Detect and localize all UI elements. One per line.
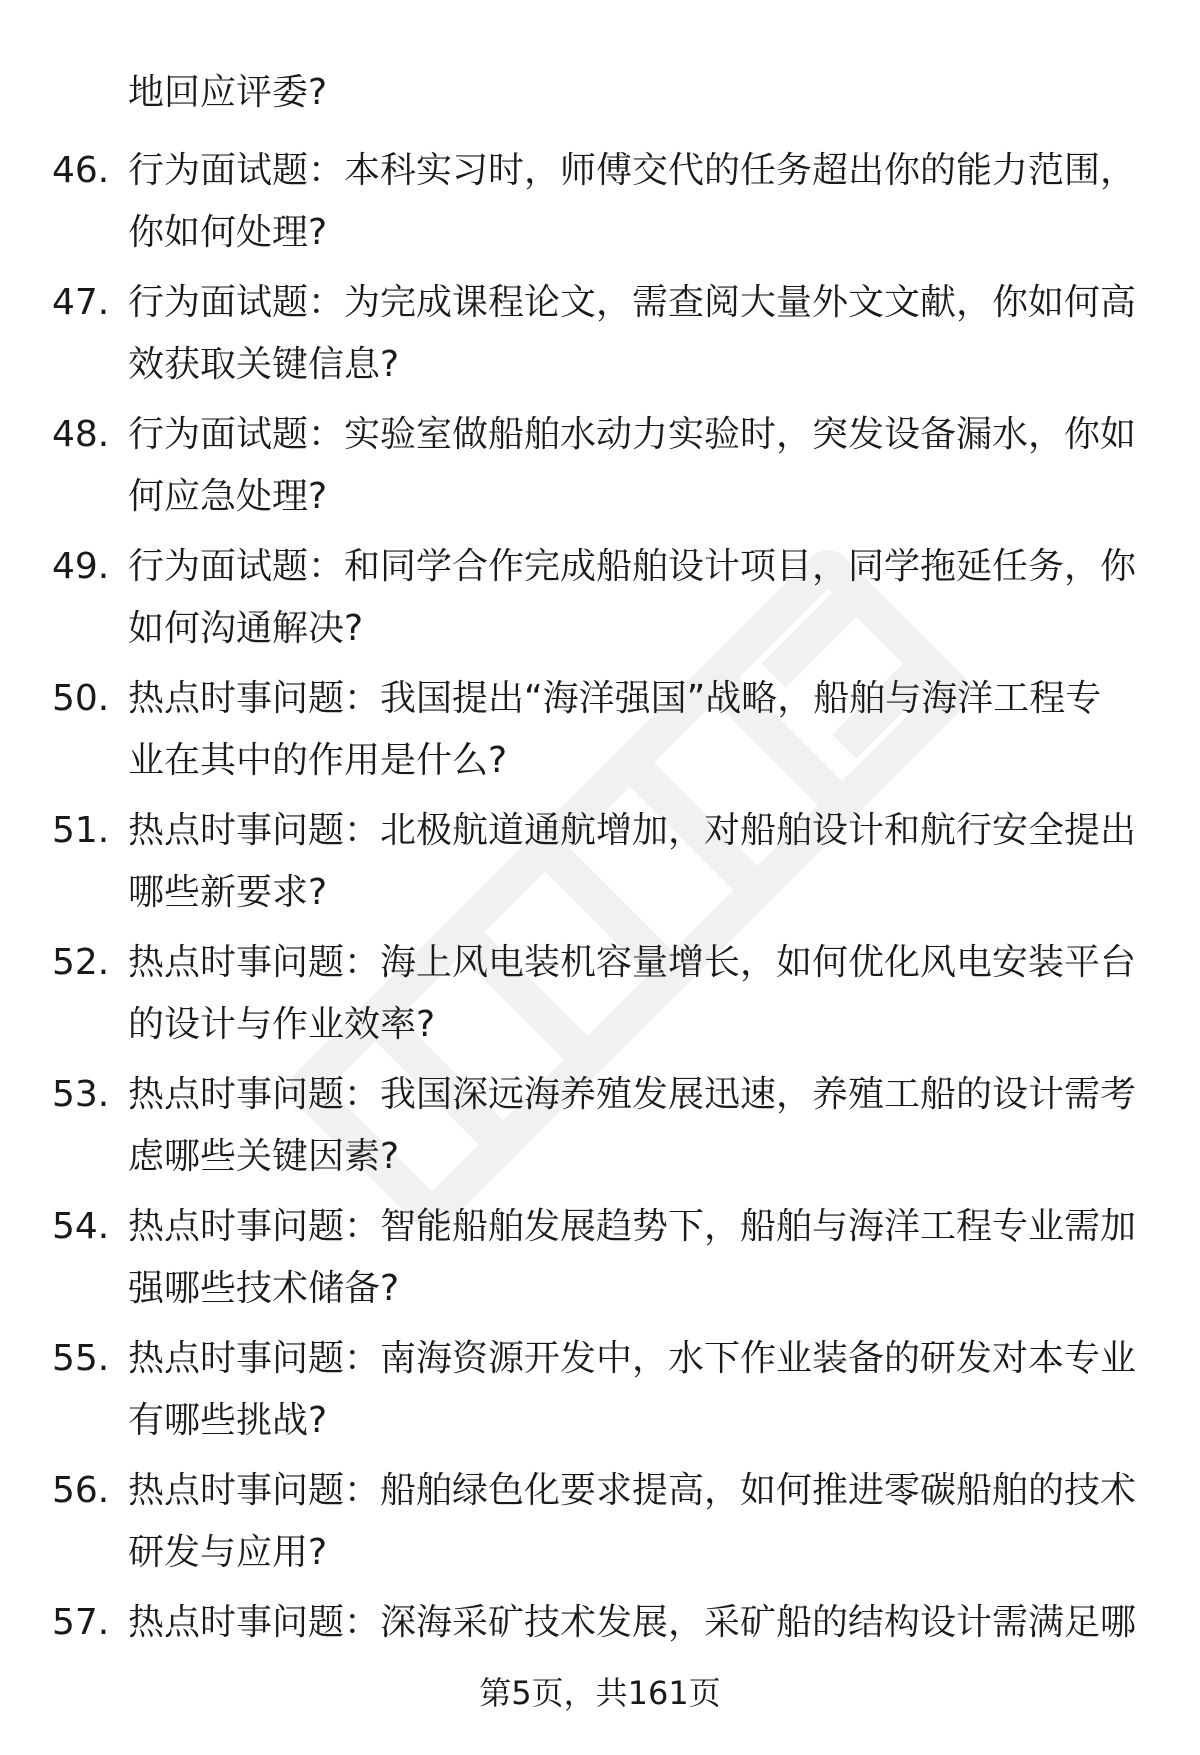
question-text-line: 行为面试题：为完成课程论文，需查阅大量外文文献，你如何高	[128, 282, 1137, 323]
question-item	[0, 1196, 1200, 1328]
question-text-line: 热点时事问题：海上风电装机容量增长，如何优化风电安装平台	[128, 942, 1137, 983]
question-text	[128, 272, 1138, 396]
question-text-line: 强哪些技术储备?	[128, 1268, 400, 1309]
question-number: 53.	[52, 1074, 110, 1115]
question-text	[128, 140, 1138, 264]
question-number: 57.	[52, 1602, 110, 1643]
question-number: 52.	[52, 942, 110, 983]
question-text-line: 热点时事问题：我国深远海养殖发展迅速，养殖工船的设计需考	[128, 1074, 1137, 1115]
question-item	[0, 1460, 1200, 1592]
question-text-line: 热点时事问题：南海资源开发中，水下作业装备的研发对本专业	[128, 1338, 1137, 1379]
question-text-line: 研发与应用?	[128, 1532, 328, 1573]
question-number: 55.	[52, 1338, 110, 1379]
question-number: 51.	[52, 810, 110, 851]
question-text-line: 你如何处理?	[128, 212, 328, 253]
question-text	[128, 1460, 1138, 1584]
question-item	[0, 1064, 1200, 1196]
question-text-line: 虑哪些关键因素?	[128, 1136, 400, 1177]
question-text-line: 有哪些挑战?	[128, 1400, 328, 1441]
question-text-line: 热点时事问题：深海采矿技术发展，采矿船的结构设计需满足哪	[128, 1602, 1137, 1643]
question-item	[0, 932, 1200, 1064]
question-number: 56.	[52, 1470, 110, 1511]
question-number: 47.	[52, 282, 110, 323]
question-item	[0, 272, 1200, 404]
question-text-line: 如何沟通解决?	[128, 608, 364, 649]
question-text-line: 行为面试题：和同学合作完成船舶设计项目，同学拖延任务，你	[128, 546, 1137, 587]
question-text-line: 效获取关键信息?	[128, 344, 400, 385]
question-text-line: 行为面试题：实验室做船舶水动力实验时，突发设备漏水，你如	[128, 414, 1137, 455]
question-number: 50.	[52, 678, 110, 719]
question-text-line: 热点时事问题：我国提出“海洋强国”战略，船舶与海洋工程专	[128, 678, 1102, 719]
question-item	[0, 404, 1200, 536]
question-item	[0, 536, 1200, 668]
question-text	[128, 404, 1138, 528]
question-text	[128, 668, 1138, 792]
question-number: 46.	[52, 150, 110, 191]
question-text-line: 行为面试题：本科实习时，师傅交代的任务超出你的能力范围，	[128, 150, 1137, 191]
question-text-line: 热点时事问题：北极航道通航增加，对船舶设计和航行安全提出	[128, 810, 1137, 851]
question-number: 54.	[52, 1206, 110, 1247]
question-text	[128, 800, 1138, 924]
question-text	[128, 932, 1138, 1056]
question-text-line: 的设计与作业效率?	[128, 1004, 436, 1045]
question-text-line: 哪些新要求?	[128, 872, 328, 913]
question-item	[0, 668, 1200, 800]
question-text	[128, 1196, 1138, 1320]
question-text	[128, 1328, 1138, 1452]
question-text	[128, 1064, 1138, 1188]
question-text-line: 何应急处理?	[128, 476, 328, 517]
continuation-line: 地回应评委?	[128, 72, 328, 113]
question-text-line: 热点时事问题：船舶绿色化要求提高，如何推进零碳船舶的技术	[128, 1470, 1137, 1511]
question-text	[128, 536, 1138, 660]
question-item	[0, 140, 1200, 272]
page-footer: 第5页，共161页	[479, 1674, 721, 1712]
question-number: 49.	[52, 546, 110, 587]
question-text	[128, 1592, 1138, 1654]
question-list	[0, 140, 1200, 1724]
question-item	[0, 1328, 1200, 1460]
question-text-line: 业在其中的作用是什么?	[128, 740, 508, 781]
question-text-line: 热点时事问题：智能船舶发展趋势下，船舶与海洋工程专业需加	[128, 1206, 1137, 1247]
question-number: 48.	[52, 414, 110, 455]
question-item	[0, 800, 1200, 932]
